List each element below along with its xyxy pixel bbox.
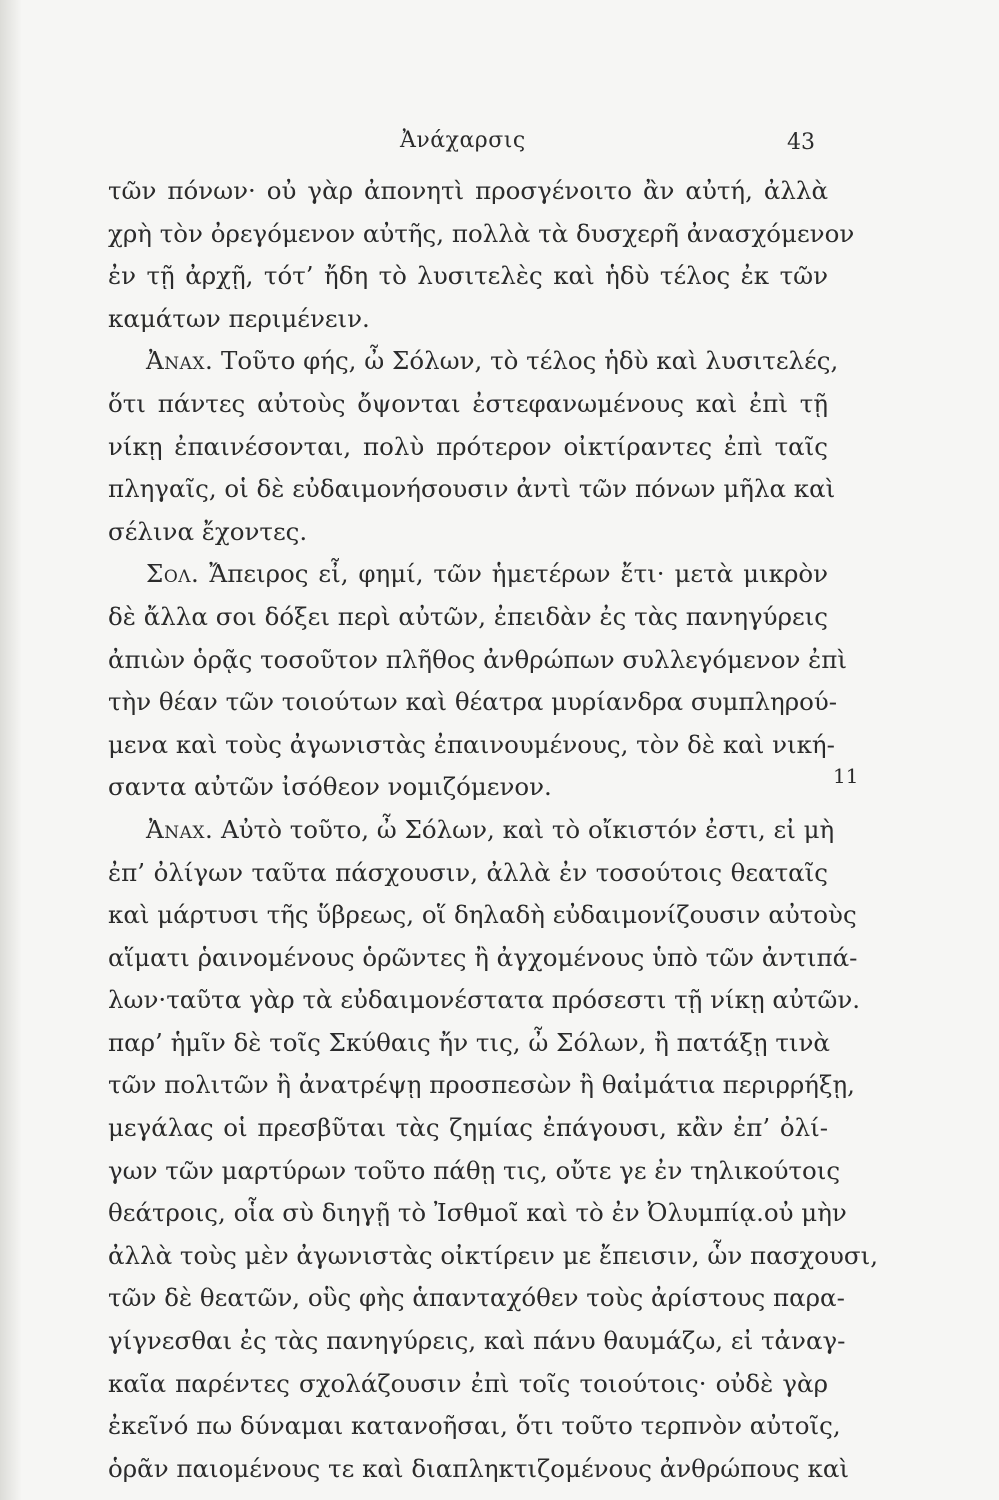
text-line <box>108 1235 878 1278</box>
text-line <box>108 1150 841 1193</box>
line-text: τῶν δὲ θεατῶν, οὓς φὴς ἁπανταχόθεν τοὺς ἀρίστους παρα- <box>108 1283 845 1313</box>
speaker-label: Σολ. <box>146 559 200 589</box>
line-text: μενα καὶ τοὺς ἀγωνιστὰς ἐπαινουμένους, τὸν δὲ καὶ νική- <box>108 729 835 759</box>
line-text: ἐκεῖνό πω δύναμαι κατανοῆσαι, ὅτι τοῦτο τερπνὸν αὐτοῖς, <box>108 1411 841 1441</box>
line-text: χρὴ τὸν ὀρεγόμενον αὐτῆς, πολλὰ τὰ δυσχερῆ ἀνασχόμενον <box>108 218 855 248</box>
text-line <box>108 1064 855 1107</box>
line-text: ὁρᾶν παιομένους τε καὶ διαπληκτιζομένους ἀνθρώπους καὶ <box>108 1453 849 1483</box>
line-text: παρ’ ἡμῖν δὲ τοῖς Σκύθαις ἤν τις, ὦ Σόλων, ἢ πατάξῃ τινὰ <box>108 1027 830 1057</box>
line-text: νίκῃ ἐπαινέσονται, πολὺ πρότερον οἰκτίραντες ἐπὶ ταῖς <box>108 431 828 461</box>
line-text: καῖα παρέντες σχολάζουσιν ἐπὶ τοῖς τοιούτοις· οὐδὲ γὰρ <box>108 1368 828 1398</box>
page-gutter-shadow <box>0 0 22 1500</box>
line-text: καμάτων περιμένειν. <box>108 303 370 333</box>
text-line <box>108 1363 828 1406</box>
text-line <box>108 809 835 852</box>
text-line <box>108 1405 841 1448</box>
text-line <box>108 553 828 596</box>
line-text: τὴν θέαν τῶν τοιούτων καὶ θέατρα μυρίανδρα συμπληρού- <box>108 687 838 717</box>
line-text: σέλινα ἔχοντες. <box>108 516 308 546</box>
text-line <box>108 724 835 767</box>
text-line <box>108 213 855 256</box>
text-line <box>108 511 828 554</box>
line-text: μεγάλας οἱ πρεσβῦται τὰς ζημίας ἐπάγουσι, κἂν ἐπ’ ὀλί- <box>108 1113 828 1143</box>
text-line <box>108 979 861 1022</box>
line-text: Ἄπειρος εἶ, φημί, τῶν ἡμετέρων ἔτι· μετὰ μικρὸν <box>209 559 828 589</box>
line-text: θεάτροις, οἷα σὺ διηγῇ τὸ Ἰσθμοῖ καὶ τὸ ἐν Ὀλυμπίᾳ.οὐ μὴν <box>108 1198 847 1228</box>
page-number: 43 <box>787 130 815 155</box>
text-line <box>108 1277 845 1320</box>
line-text: ὅτι πάντες αὐτοὺς ὄψονται ἐστεφανωμένους καὶ ἐπὶ τῇ <box>108 388 828 418</box>
line-text: ἐν τῇ ἀρχῇ, τότ’ ἤδη τὸ λυσιτελὲς καὶ ἡδὺ τέλος ἐκ τῶν <box>108 261 828 291</box>
text-line <box>108 255 828 298</box>
text-line <box>108 170 828 213</box>
text-line <box>108 1320 846 1363</box>
running-title: Ἀνάχαρσις <box>400 128 526 153</box>
line-text: ἀλλὰ τοὺς μὲν ἀγωνιστὰς οἰκτίρειν με ἔπεισιν, ὧν πασχουσι, <box>108 1240 878 1270</box>
line-text: λων·ταῦτα γὰρ τὰ εὐδαιμονέστατα πρόσεστι τῇ νίκῃ αὐτῶν. <box>108 985 861 1015</box>
text-line <box>108 383 828 426</box>
text-line <box>108 340 839 383</box>
line-text: αἵματι ῥαινομένους ὁρῶντες ἢ ἀγχομένους ὑπὸ τῶν ἀντιπά- <box>108 942 858 972</box>
line-text: ἐπ’ ὀλίγων ταῦτα πάσχουσιν, ἀλλὰ ἐν τοσούτοις θεαταῖς <box>108 857 828 887</box>
speaker-label: Ἀναχ. <box>146 814 214 844</box>
line-text: δὲ ἄλλα σοι δόξει περὶ αὐτῶν, ἐπειδὰν ἐς τὰς πανηγύρεις <box>108 601 828 631</box>
text-line <box>108 1448 849 1491</box>
text-line <box>108 468 836 511</box>
line-text: τῶν πολιτῶν ἢ ἀνατρέψῃ προσπεσὼν ἢ θαἰμάτια περιρρήξῃ, <box>108 1070 855 1100</box>
text-line <box>108 1022 828 1065</box>
line-text: πληγαῖς, οἱ δὲ εὐδαιμονήσουσιν ἀντὶ τῶν πόνων μῆλα καὶ <box>108 474 836 504</box>
line-text: καὶ μάρτυσι τῆς ὕβρεως, οἵ δηλαδὴ εὐδαιμονίζουσιν αὐτοὺς <box>108 900 857 930</box>
line-text: Αὐτὸ τοῦτο, ὦ Σόλων, καὶ τὸ οἴκιστόν ἐστι, εἰ μὴ <box>221 814 835 844</box>
text-line <box>108 852 828 895</box>
text-line <box>108 1107 828 1150</box>
text-line <box>108 639 847 682</box>
line-text: τῶν πόνων· οὐ γὰρ ἀπονητὶ προσγένοιτο ἂν αὐτή, ἀλλὰ <box>108 176 828 205</box>
text-line <box>108 1192 847 1235</box>
text-line <box>108 681 838 724</box>
text-line <box>108 298 828 341</box>
speaker-label: Ἀναχ. <box>146 346 214 376</box>
text-line <box>108 894 857 937</box>
line-text: σαντα αὐτῶν ἰσόθεον νομιζόμενον. <box>108 772 552 802</box>
line-text: γων τῶν μαρτύρων τοῦτο πάθῃ τις, οὔτε γε ἐν τηλικούτοις <box>108 1155 841 1185</box>
margin-line-number: 11 <box>833 764 859 788</box>
line-text: Τοῦτο φής, ὦ Σόλων, τὸ τέλος ἡδὺ καὶ λυσιτελές, <box>221 346 839 376</box>
text-line <box>108 596 828 639</box>
text-line <box>108 937 858 980</box>
line-text: ἀπιὼν ὁρᾷς τοσοῦτον πλῆθος ἀνθρώπων συλλεγόμενον ἐπὶ <box>108 644 847 674</box>
line-text: γίγνεσθαι ἐς τὰς πανηγύρεις, καὶ πάνυ θαυμάζω, εἰ τἀναγ- <box>108 1326 846 1356</box>
text-line <box>108 766 828 809</box>
text-line <box>108 426 828 469</box>
